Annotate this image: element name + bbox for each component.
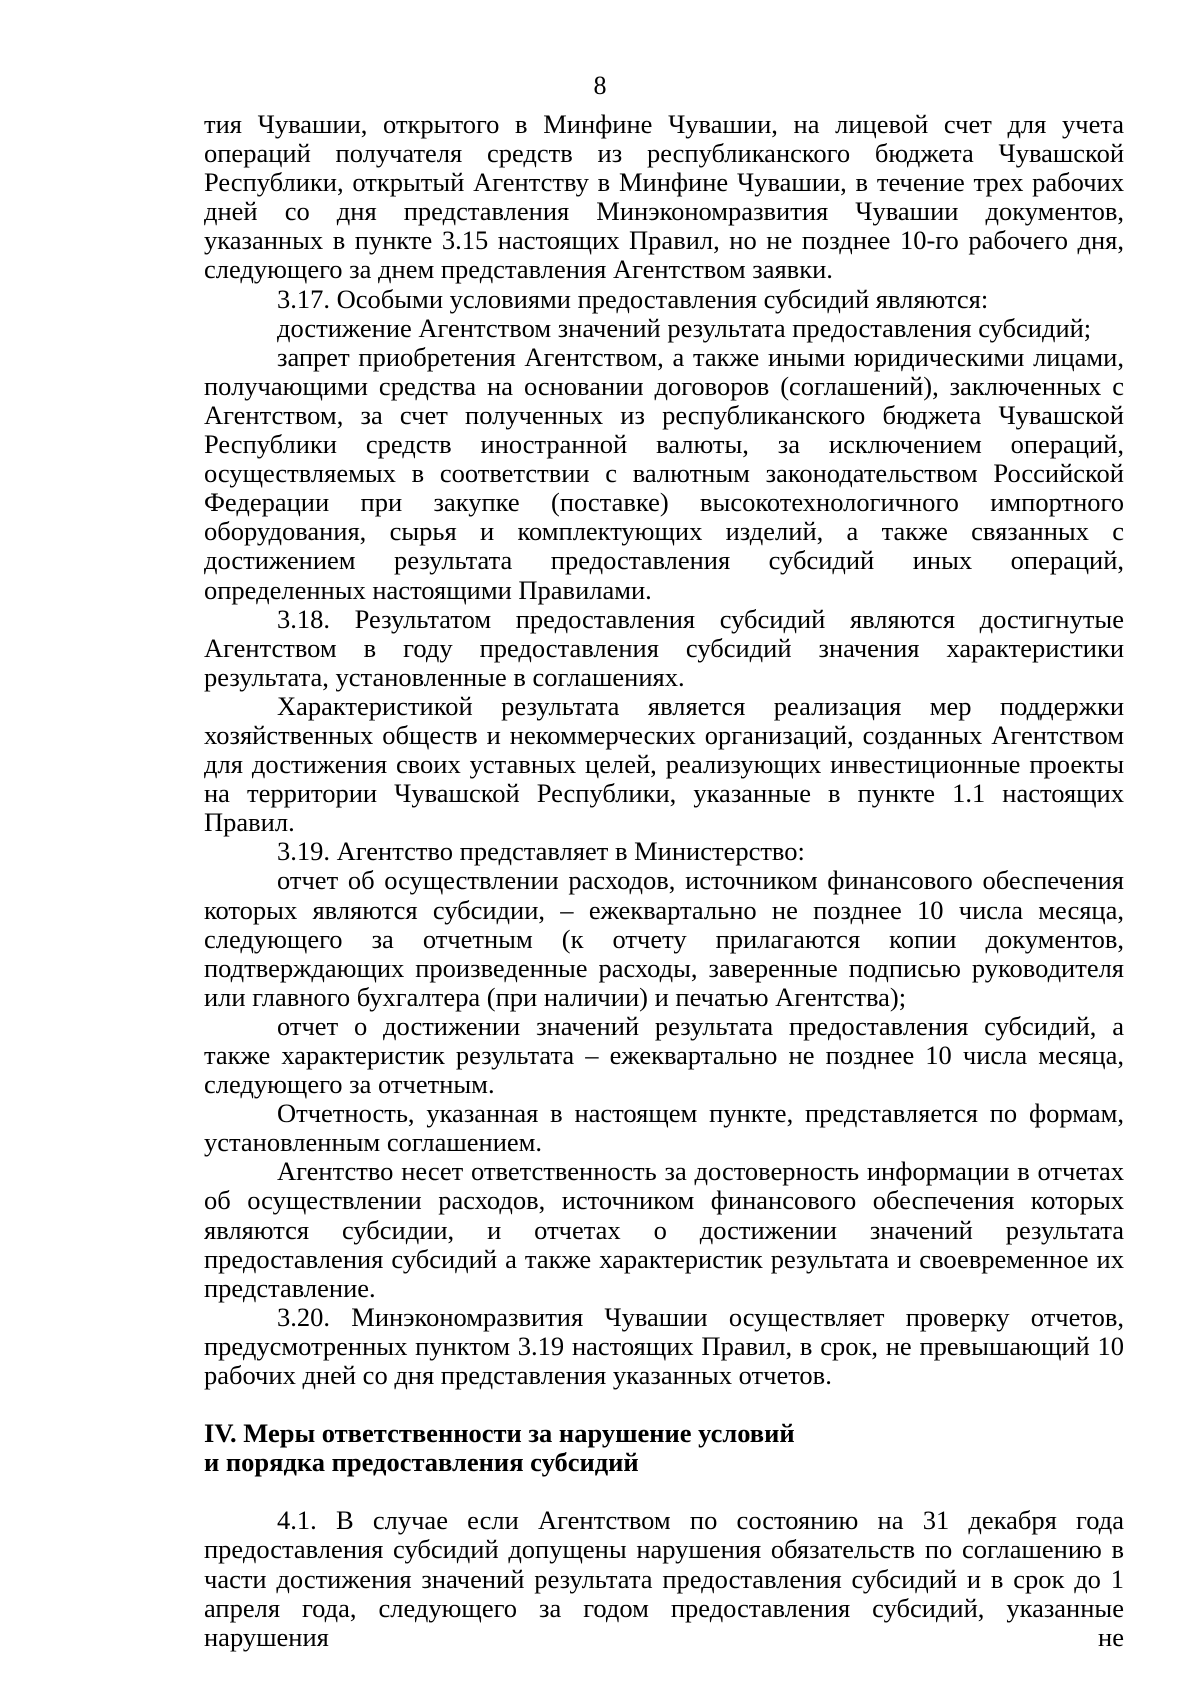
section-4-heading-line-1: IV. Меры ответственности за нарушение условий (204, 1418, 795, 1449)
document-body (204, 110, 1124, 1652)
paragraph-3-17-condition-a: достижение Агентством значений результата предоставления субсидий; (277, 312, 1092, 343)
paragraph-3-19-forms: Отчетность, указанная в настоящем пункте, представляется по формам, установленным соглашением. (204, 1098, 1124, 1158)
paragraph-3-16-continuation: тия Чувашии, открытого в Минфине Чувашии, на лицевой счет для учета операций получателя средств из республиканского бюджета Чувашской Республики, открытый Агентству в Минфине Чувашии, в течение трех рабочих дней со дня представления Минэкономразвития Чувашии документов, указанных в пункте 3.15 настоящих Правил, но не позднее 10-го рабочего дня, следующего за днем представления Агентством заявки. (204, 109, 1124, 285)
paragraph-3-19-report-expenses: отчет об осуществлении расходов, источником финансового обеспечения которых являются субсидии, – ежеквартально не позднее 10 числа месяца, следующего за отчетным (к отчету прилагаются копии документов, подтверждающих произведенные расходы, заверенные подписью руководителя или главного бухгалтера (при наличии) и печатью Агентства); (204, 865, 1124, 1012)
paragraph-3-19: 3.19. Агентство представляет в Министерство: (277, 836, 805, 867)
section-4-heading-line-2: и порядка предоставления субсидий (204, 1447, 639, 1478)
paragraph-3-19-responsibility: Агентство несет ответственность за достоверность информации в отчетах об осуществлении расходов, источником финансового обеспечения которых являются субсидии, и отчетах о достижении значений результата предоставления субсидий а также характеристик результата и своевременное их представление. (204, 1156, 1124, 1303)
paragraph-4-1: 4.1. В случае если Агентством по состоянию на 31 декабря года предоставления субсидий допущены нарушения обязательств по соглашению в части достижения значений результата предоставления субсидий и в срок до 1 апреля года, следующего за годом предоставления субсидий, указанные нарушения не (204, 1505, 1124, 1652)
paragraph-3-19-report-results: отчет о достижении значений результата предоставления субсидий, а также характеристик результата – ежеквартально не позднее 10 числа месяца, следующего за отчетным. (204, 1010, 1124, 1100)
paragraph-3-20: 3.20. Минэкономразвития Чувашии осуществляет проверку отчетов, предусмотренных пунктом 3.19 настоящих Правил, в срок, не превышающий 10 рабочих дней со дня представления указанных отчетов. (204, 1301, 1124, 1391)
paragraph-3-17: 3.17. Особыми условиями предоставления субсидий являются: (277, 283, 989, 314)
section-4-heading (204, 1419, 1124, 1477)
paragraph-3-18-characteristic: Характеристикой результата является реализация мер поддержки хозяйственных обществ и некоммерческих организаций, созданных Агентством для достижения своих уставных целей, реализующих инвестиционные проекты на территории Чувашской Республики, указанные в пункте 1.1 настоящих Правил. (204, 690, 1124, 838)
paragraph-3-17-condition-b: запрет приобретения Агентством, а также иными юридическими лицами, получающими средства на основании договоров (соглашений), заключенных с Агентством, за счет полученных из республиканского бюджета Чувашской Республики средств иностранной валюты, за исключением операций, осуществляемых в соответствии с валютным законодательством Российской Федерации при закупке (поставке) высокотехнологичного импортного оборудования, сырья и комплектующих изделий, а также связанных с достижением результата предоставления субсидий иных операций, определенных настоящими Правилами. (204, 341, 1124, 605)
paragraph-3-18: 3.18. Результатом предоставления субсидий являются достигнутые Агентством в году предоставления субсидий значения характеристики результата, установленные в соглашениях. (204, 603, 1124, 692)
page-number: 8 (593, 71, 607, 100)
